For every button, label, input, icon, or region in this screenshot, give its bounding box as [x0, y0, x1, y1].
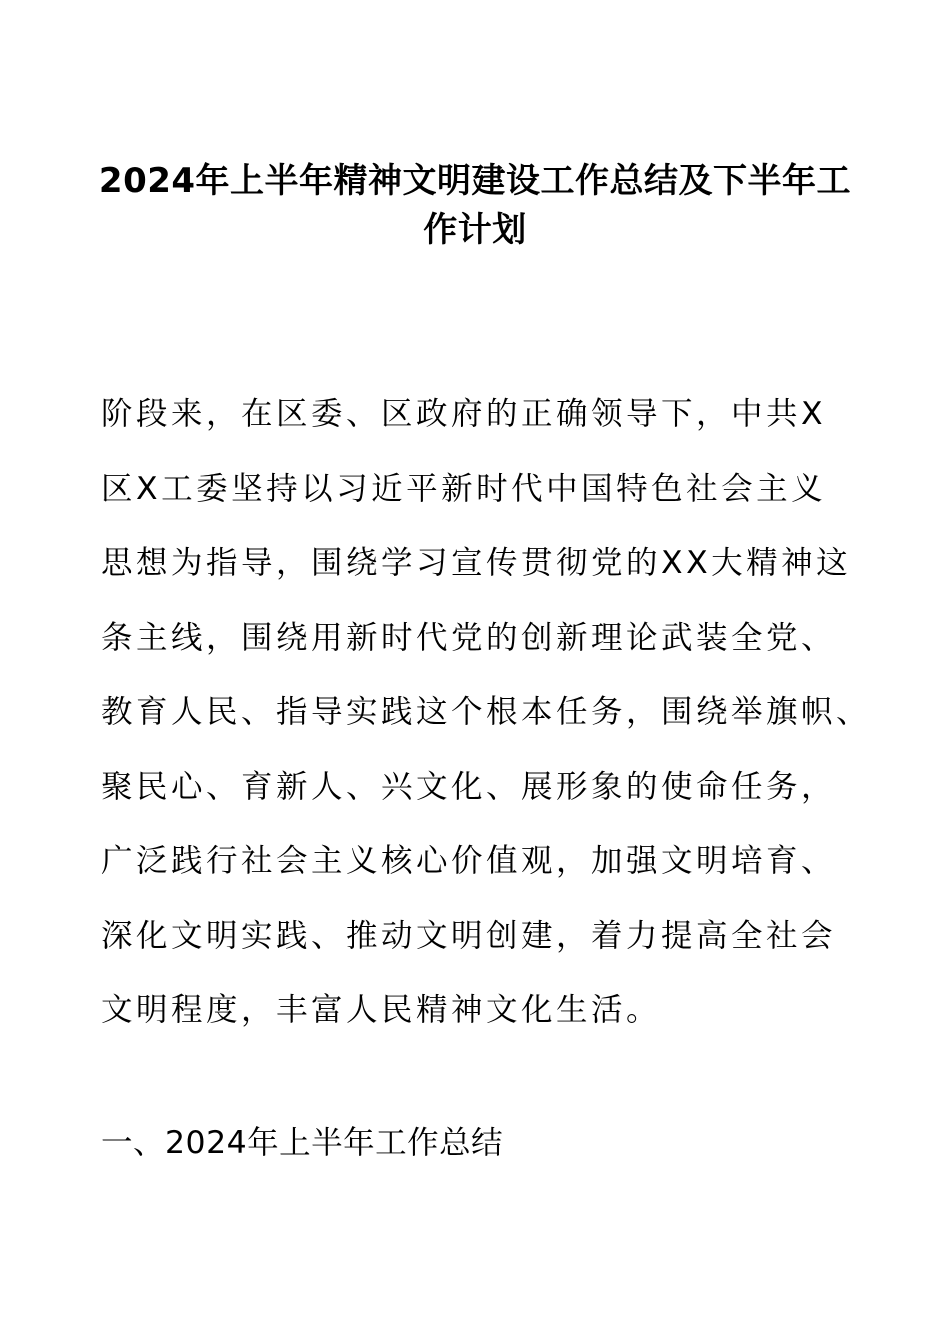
- intro-paragraph-line: 深化文明实践、推动文明创建，着力提高全社会: [101, 918, 837, 954]
- document-title-line-1: 2024年上半年精神文明建设工作总结及下半年工: [98, 161, 852, 201]
- intro-paragraph-line: 阶段来，在区委、区政府的正确领导下，中共X: [101, 396, 827, 432]
- intro-paragraph-line: 思想为指导，围绕学习宣传贯彻党的XX大精神这: [101, 545, 852, 581]
- intro-paragraph-line: 文明程度，丰富人民精神文化生活。: [101, 992, 662, 1028]
- intro-paragraph-line: 区X工委坚持以习近平新时代中国特色社会主义: [101, 471, 827, 507]
- section-heading: 一、2024年上半年工作总结: [101, 1125, 504, 1161]
- document-title-line-2: 作计划: [423, 210, 527, 250]
- intro-paragraph-line: 聚民心、育新人、兴文化、展形象的使命任务，: [101, 769, 837, 805]
- intro-paragraph-line: 条主线，围绕用新时代党的创新理论武装全党、: [101, 620, 837, 656]
- intro-paragraph-line: 广泛践行社会主义核心价值观，加强文明培育、: [101, 843, 837, 879]
- intro-paragraph-line: 教育人民、指导实践这个根本任务，围绕举旗帜、: [101, 694, 872, 730]
